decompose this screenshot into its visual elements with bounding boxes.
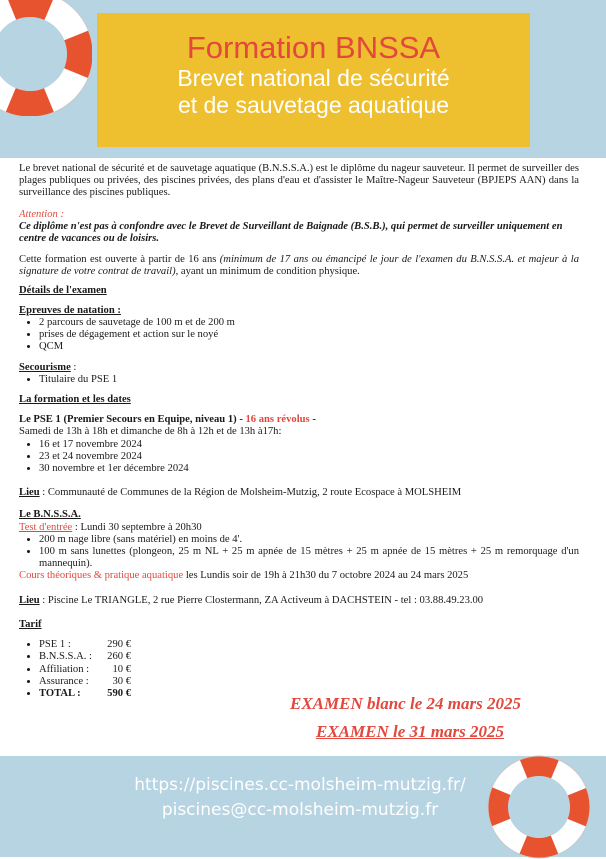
secourisme-title-text: Secourisme (19, 361, 71, 373)
list-item: • 100 m sans lunettes (plongeon, 25 m NL + 25 m apnée de 15 mètres + 25 m apnée de 15 mètres + 25 m remorquage d'un mannequin). (39, 546, 579, 570)
list-item: • 16 et 17 novembre 2024 (39, 439, 579, 451)
tarif-item (39, 664, 579, 676)
pse-title (19, 414, 579, 426)
tarif-value: 30 € (112, 675, 131, 687)
tarif-value: 290 € (107, 639, 131, 651)
test-label: Test d'entrée (19, 521, 73, 533)
tarif-label: PSE 1 : (39, 639, 71, 651)
courses (19, 570, 579, 582)
lieu-text: : Communauté de Communes de la Région de Molsheim-Mutzig, 2 route Ecospace à MOLSHEIM (39, 487, 462, 499)
exam-details-heading: Détails de l'examen (19, 284, 107, 296)
lifebuoy-icon (487, 755, 591, 859)
secourisme-colon: : (70, 361, 77, 373)
content (19, 163, 579, 708)
lieu-label: Lieu (19, 487, 40, 499)
bnssa-title (19, 509, 579, 521)
natation-title-text: Epreuves de natation : (19, 304, 121, 316)
pse-age: 16 ans révolus (245, 414, 310, 426)
tarif-value: 10 € (112, 663, 131, 675)
website-link[interactable]: https://piscines.cc-molsheim-mutzig.fr/ (134, 775, 466, 795)
email-link[interactable]: piscines@cc-molsheim-mutzig.fr (161, 800, 439, 820)
lieu-label: Lieu (19, 594, 40, 606)
lifebuoy-icon (0, 0, 92, 116)
pse-title-text: Le PSE 1 (Premier Secours en Equipe, niveau 1) (19, 414, 237, 426)
test-text: : Lundi 30 septembre à 20h30 (72, 521, 202, 533)
lieu-dachstein (19, 595, 579, 607)
tarif-item (39, 639, 579, 651)
attention-text: Ce diplôme n'est pas à confondre avec le Brevet de Surveillant de Baignade (B.S.B.), qui permet de surveiller uniquement en centre de vacances ou de loisirs. (19, 220, 563, 245)
tarif-item (39, 651, 579, 663)
list-item: • prises de dégagement et action sur le noyé (39, 329, 579, 341)
list-item: • 2 parcours de sauvetage de 100 m et de 200 m (39, 317, 579, 329)
age-text-italic: (minimum de 17 ans ou émancipé le jour de l'examen du B.N.S.S.A. et majeur à la signature de votre contrat de travail) (19, 254, 579, 278)
pse-schedule: Samedi de 13h à 18h et dimanche de 8h à 12h et de 13h à17h: (19, 426, 282, 438)
tarif-value: 260 € (107, 651, 131, 663)
formation-heading: La formation et les dates (19, 394, 131, 406)
tarif-item (39, 676, 579, 688)
exam-blanc: EXAMEN blanc le 24 mars 2025 (290, 694, 521, 713)
attention-label: Attention : (19, 208, 65, 220)
secourisme-list (19, 374, 579, 386)
exam-final: EXAMEN le 31 mars 2025 (316, 722, 504, 741)
list-item: • 200 m nage libre (sans matériel) en moins de 4'. (39, 534, 579, 546)
tarif-total-value: 590 € (107, 687, 131, 699)
secourisme-title (19, 362, 579, 374)
age-paragraph (19, 254, 579, 278)
list-item: • QCM (39, 341, 579, 353)
title-box (97, 13, 530, 147)
pse-dash-2: - (309, 414, 316, 426)
tarif-label: Affiliation : (39, 663, 90, 675)
subtitle-line-2: et de sauvetage aquatique (177, 92, 450, 118)
natation-list (19, 317, 579, 354)
courses-label: Cours théoriques & pratique aquatique (19, 570, 184, 582)
list-item: • 23 et 24 novembre 2024 (39, 451, 579, 463)
tarif-label: Assurance : (39, 675, 89, 687)
list-item: • 30 novembre et 1er décembre 2024 (39, 463, 579, 475)
subtitle-line-1: Brevet national de sécurité (177, 65, 450, 91)
pse-dash: - (236, 414, 246, 426)
age-text-before: Cette formation est ouverte à partir de 16 ans (19, 254, 220, 266)
bnssa-title-text: Le B.N.S.S.A. (19, 509, 81, 521)
courses-text: les Lundis soir de 19h à 21h30 du 7 octobre 2024 au 24 mars 2025 (183, 570, 469, 582)
page-title: Formation BNSSA (186, 30, 441, 65)
age-text-after: , ayant un minimum de condition physique. (175, 266, 360, 278)
tarif-label: B.N.S.S.A. : (39, 651, 92, 663)
list-item: • Titulaire du PSE 1 (39, 374, 579, 386)
tarif-total-label: TOTAL : (39, 687, 81, 699)
test-list (19, 534, 579, 571)
natation-title (19, 305, 579, 317)
test-entree (19, 522, 579, 534)
lieu-text: : Piscine Le TRIANGLE, 2 rue Pierre Clostermann, ZA Activeum à DACHSTEIN - tel : 03.88.49.23.00 (39, 594, 484, 606)
lieu-molsheim (19, 487, 579, 499)
tarif-heading: Tarif (19, 618, 42, 630)
pse-dates-list (19, 439, 579, 476)
tarif-list (19, 639, 579, 700)
intro-paragraph: Le brevet national de sécurité et de sauvetage aquatique (B.N.S.S.A.) est le diplôme du nageur sauveteur. Il permet de surveiller des plages publiques ou privées, des piscines privées, des plans d'eau et d'assister le Maître-Nageur Sauveteur (BPJEPS AAN) dans la surveillance des piscines publiques. (19, 163, 579, 199)
